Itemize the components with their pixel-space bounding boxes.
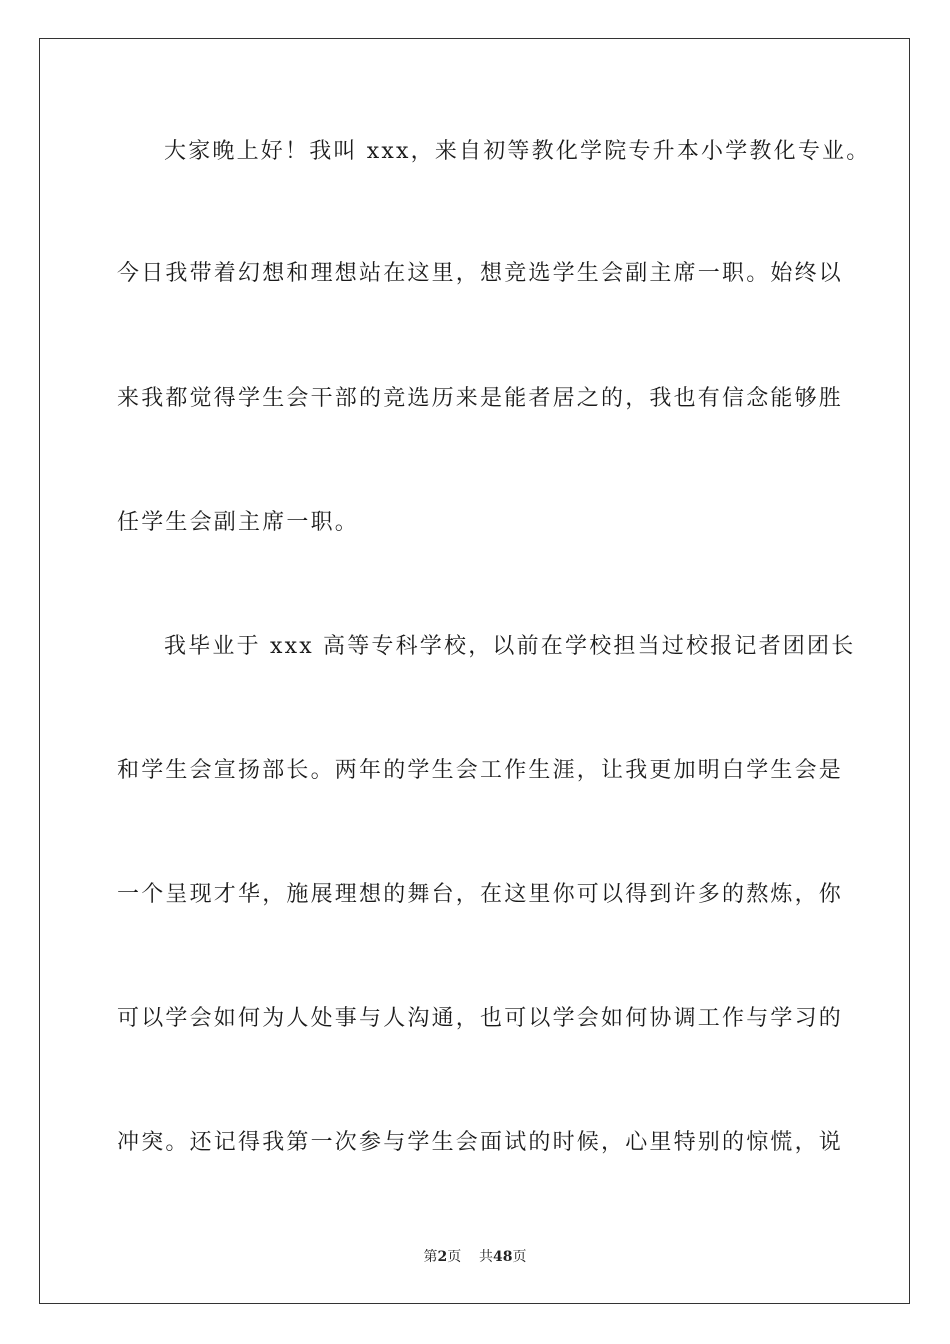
page-footer [0, 1248, 950, 1266]
total-pages: 48 [493, 1249, 513, 1265]
total-prefix: 共 [479, 1249, 494, 1265]
page-prefix: 第 [423, 1249, 438, 1265]
paragraph-2-line-4: 可以学会如何为人处事与人沟通，也可以学会如何协调工作与学习的 [117, 1006, 844, 1031]
paragraph-1-line-3: 来我都觉得学生会干部的竞选历来是能者居之的，我也有信念能够胜 [117, 386, 844, 411]
paragraph-1-line-2: 今日我带着幻想和理想站在这里，想竞选学生会副主席一职。始终以 [117, 261, 844, 286]
paragraph-2-line-5: 冲突。还记得我第一次参与学生会面试的时候，心里特别的惊慌，说 [117, 1130, 844, 1155]
paragraph-1-line-4: 任学生会副主席一职。 [117, 510, 360, 535]
page-suffix: 页 [447, 1249, 462, 1265]
page-border [39, 38, 910, 1304]
paragraph-2-line-1: 我毕业于 xxx 高等专科学校，以前在学校担当过校报记者团团长 [164, 634, 856, 659]
paragraph-2-line-2: 和学生会宣扬部长。两年的学生会工作生涯，让我更加明白学生会是 [117, 758, 844, 783]
paragraph-1-line-1: 大家晚上好！我叫 xxx，来自初等教化学院专升本小学教化专业。 [164, 139, 871, 164]
total-suffix: 页 [512, 1249, 527, 1265]
page-number: 2 [437, 1249, 448, 1265]
paragraph-2-line-3: 一个呈现才华，施展理想的舞台，在这里你可以得到许多的熬炼，你 [117, 882, 844, 907]
